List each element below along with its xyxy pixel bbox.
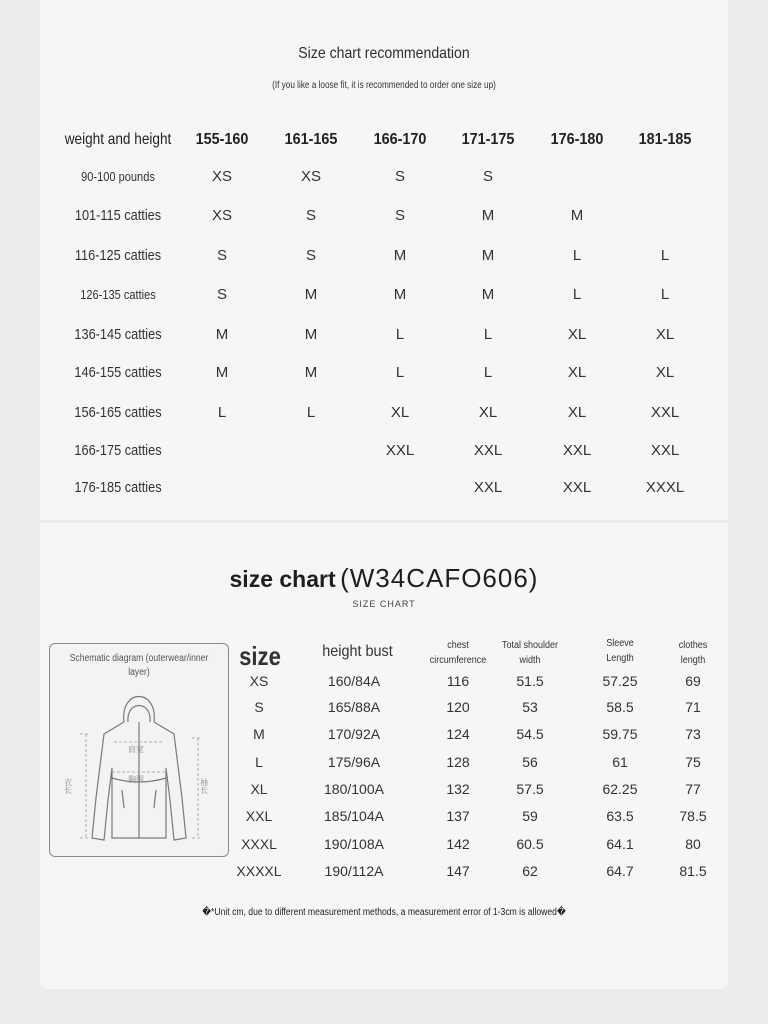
recommended-size: M	[481, 286, 495, 303]
header-shoulder-line2: width	[519, 655, 541, 666]
weight-label: 166-175 catties	[74, 442, 162, 459]
sleeve-mark: 袖长	[199, 778, 209, 794]
recommended-size: XL	[655, 364, 675, 381]
size-chart-row	[40, 723, 728, 745]
cell-shoulder: 57.5	[516, 781, 544, 797]
cell-height-bust: 190/108A	[324, 836, 384, 852]
recommended-size: XL	[478, 404, 498, 421]
size-chart-row	[40, 778, 728, 800]
cell-chest: 124	[446, 726, 470, 742]
cell-height-bust: 190/112A	[324, 863, 384, 879]
cell-size: XL	[250, 781, 268, 797]
cell-size: S	[254, 699, 264, 715]
cell-shoulder: 60.5	[516, 836, 544, 852]
recommended-size: S	[394, 207, 405, 224]
cell-size: XXXXL	[236, 863, 282, 879]
cell-height-bust: 160/84A	[327, 673, 381, 689]
model-code: (W34CAFO606)	[340, 563, 539, 593]
header-shoulder-line1: Total shoulder	[501, 640, 559, 651]
height-column-header: 171-175	[461, 131, 515, 148]
cell-height-bust: 170/92A	[327, 726, 381, 742]
cell-size: L	[255, 754, 263, 770]
recommended-size: XXL	[562, 442, 592, 459]
cell-length: 69	[685, 673, 701, 689]
size-chart-row	[40, 670, 728, 692]
recommended-size: M	[481, 207, 495, 224]
recommended-size: L	[660, 286, 670, 303]
weight-label: 156-165 catties	[74, 404, 162, 421]
body-length-mark: 衣长	[63, 778, 73, 794]
recommended-size: XXXL	[645, 479, 685, 496]
cell-chest: 128	[446, 754, 470, 770]
recommendation-row	[40, 204, 728, 228]
cell-sleeve: 58.5	[606, 699, 634, 715]
recommended-size: L	[572, 286, 582, 303]
recommended-size: L	[483, 326, 493, 343]
cell-height-bust: 180/100A	[324, 781, 384, 797]
recommended-size: M	[393, 247, 407, 264]
recommended-size: L	[572, 247, 582, 264]
header-chest	[422, 638, 494, 668]
recommendation-row	[40, 323, 728, 347]
cell-height-bust: 165/88A	[327, 699, 381, 715]
cell-length: 71	[685, 699, 701, 715]
shoulder-mark: 肩宽	[128, 745, 144, 754]
cell-chest: 132	[446, 781, 470, 797]
recommendation-row	[40, 244, 728, 268]
header-size: size	[239, 641, 281, 671]
cell-shoulder: 51.5	[516, 673, 544, 689]
cell-chest: 142	[446, 836, 470, 852]
recommended-size: M	[304, 286, 318, 303]
cell-size: XXXL	[241, 836, 277, 852]
weight-label: 146-155 catties	[74, 364, 162, 381]
recommendation-row	[40, 165, 728, 189]
weight-label: 101-115 catties	[74, 207, 162, 224]
cell-shoulder: 59	[522, 808, 538, 824]
header-weight-height: weight and height	[64, 131, 172, 148]
size-chart-row	[40, 860, 728, 882]
recommended-size: L	[395, 326, 405, 343]
recommended-size: L	[217, 404, 227, 421]
recommended-size: M	[570, 207, 584, 224]
recommended-size: S	[394, 168, 405, 185]
cell-length: 77	[685, 781, 701, 797]
header-sleeve-line2: Length	[606, 653, 634, 664]
recommended-size: XXL	[650, 404, 680, 421]
size-chart-title: size chart	[229, 566, 336, 592]
cell-chest: 116	[446, 673, 470, 689]
cell-sleeve: 64.1	[606, 836, 634, 852]
header-length	[657, 638, 729, 668]
cell-shoulder: 56	[522, 754, 538, 770]
cell-chest: 147	[446, 863, 470, 879]
recommended-size: XXL	[650, 442, 680, 459]
recommended-size: XXL	[473, 442, 503, 459]
header-sleeve-line1: Sleeve	[606, 638, 634, 649]
recommendation-title: Size chart recommendation	[298, 45, 470, 62]
recommended-size: M	[304, 364, 318, 381]
height-column-header: 176-180	[550, 131, 604, 148]
recommendation-row	[40, 361, 728, 385]
recommended-size: XXL	[385, 442, 415, 459]
size-chart-row	[40, 805, 728, 827]
recommended-size: XS	[211, 168, 232, 185]
recommended-size: XL	[655, 326, 675, 343]
recommended-size: XXL	[473, 479, 503, 496]
recommended-size: XS	[300, 168, 321, 185]
recommended-size: M	[481, 247, 495, 264]
cell-height-bust: 175/96A	[327, 754, 381, 770]
recommended-size: S	[305, 207, 316, 224]
recommendation-row	[40, 283, 728, 307]
recommended-size: M	[393, 286, 407, 303]
cell-sleeve: 63.5	[606, 808, 634, 824]
header-shoulder	[494, 638, 566, 668]
recommended-size: L	[660, 247, 670, 264]
recommendation-row	[40, 439, 728, 463]
weight-label: 136-145 catties	[74, 326, 162, 343]
cell-sleeve: 61	[612, 754, 628, 770]
diagram-label: Schematic diagram (outerwear/inner layer)	[69, 653, 209, 678]
cell-shoulder: 53	[522, 699, 538, 715]
header-sleeve	[584, 636, 656, 666]
cell-length: 73	[685, 726, 701, 742]
weight-label: 90-100 pounds	[81, 169, 155, 184]
height-column-header: 181-185	[638, 131, 692, 148]
measurement-note: �*Unit cm, due to different measurement methods, a measurement error of 1-3cm is allowed�	[202, 907, 566, 918]
cell-length: 78.5	[679, 808, 707, 824]
cell-shoulder: 54.5	[516, 726, 544, 742]
height-column-header: 161-165	[284, 131, 338, 148]
recommended-size: XL	[567, 404, 587, 421]
size-chart-card	[40, 523, 728, 989]
recommended-size: XXL	[562, 479, 592, 496]
cell-size: XXL	[245, 808, 273, 824]
cell-height-bust: 185/104A	[324, 808, 384, 824]
chest-mark: 胸围	[128, 775, 144, 784]
cell-sleeve: 59.75	[602, 726, 638, 742]
cell-sleeve: 57.25	[602, 673, 638, 689]
recommended-size: M	[215, 364, 229, 381]
cell-size: XS	[249, 673, 269, 689]
weight-label: 116-125 catties	[74, 247, 162, 264]
recommended-size: S	[482, 168, 493, 185]
cell-length: 81.5	[679, 863, 707, 879]
cell-size: M	[253, 726, 265, 742]
recommended-size: M	[215, 326, 229, 343]
weight-label: 176-185 catties	[74, 479, 162, 496]
cell-length: 80	[685, 836, 701, 852]
recommendation-row	[40, 401, 728, 425]
header-length-line1: clothes	[678, 640, 708, 651]
recommendation-row	[40, 476, 728, 500]
size-recommendation-card	[40, 0, 728, 520]
cell-sleeve: 62.25	[602, 781, 638, 797]
size-chart-row	[40, 751, 728, 773]
size-chart-subtitle: SIZE CHART	[352, 599, 416, 609]
header-length-line2: length	[680, 655, 706, 666]
size-chart-row	[40, 696, 728, 718]
header-chest-line2: circumference	[429, 655, 487, 666]
size-chart-title-block	[40, 563, 728, 594]
recommended-size: L	[306, 404, 316, 421]
recommendation-header-row	[40, 128, 728, 152]
cell-chest: 120	[446, 699, 470, 715]
recommended-size: S	[216, 247, 227, 264]
recommended-size: XL	[567, 326, 587, 343]
recommended-size: XS	[211, 207, 232, 224]
size-chart-row	[40, 833, 728, 855]
recommended-size: S	[216, 286, 227, 303]
cell-chest: 137	[446, 808, 470, 824]
recommended-size: L	[483, 364, 493, 381]
recommended-size: L	[395, 364, 405, 381]
recommendation-subtitle: (If you like a loose fit, it is recommended to order one size up)	[272, 80, 496, 91]
header-chest-line1: chest	[447, 640, 469, 651]
header-height-bust: height bust	[322, 643, 393, 660]
height-column-header: 166-170	[373, 131, 427, 148]
recommended-size: XL	[390, 404, 410, 421]
cell-shoulder: 62	[522, 863, 538, 879]
height-column-header: 155-160	[195, 131, 249, 148]
recommended-size: M	[304, 326, 318, 343]
cell-sleeve: 64.7	[606, 863, 634, 879]
weight-label: 126-135 catties	[80, 287, 156, 302]
recommended-size: XL	[567, 364, 587, 381]
recommended-size: S	[305, 247, 316, 264]
cell-length: 75	[685, 754, 701, 770]
